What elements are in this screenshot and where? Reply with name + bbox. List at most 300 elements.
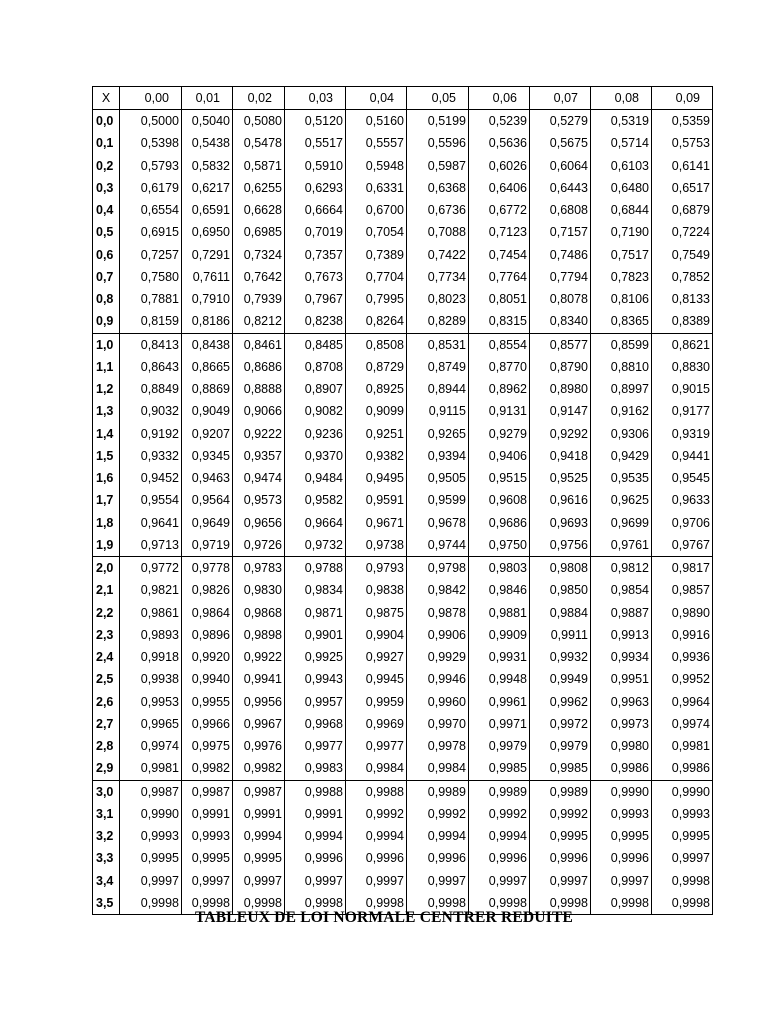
table-cell: 0,9971 — [469, 713, 530, 735]
table-cell: 0,9015 — [652, 378, 713, 400]
table-cell: 0,5438 — [182, 132, 233, 154]
table-cell: 0,8907 — [285, 378, 346, 400]
table-cell: 0,6103 — [591, 155, 652, 177]
row-label: 2,5 — [93, 668, 120, 690]
table-row — [93, 557, 713, 580]
table-cell: 0,9582 — [285, 489, 346, 511]
table-cell: 0,9265 — [407, 423, 469, 445]
table-row — [93, 310, 713, 333]
table-cell: 0,9998 — [652, 870, 713, 892]
table-cell: 0,6915 — [120, 221, 182, 243]
header-cell: 0,07 — [530, 87, 591, 110]
table-cell: 0,8365 — [591, 310, 652, 333]
row-label: 0,6 — [93, 244, 120, 266]
table-cell: 0,9049 — [182, 400, 233, 422]
table-cell: 0,9951 — [591, 668, 652, 690]
table-cell: 0,8106 — [591, 288, 652, 310]
table-cell: 0,7054 — [346, 221, 407, 243]
table-cell: 0,8485 — [285, 333, 346, 356]
table-cell: 0,9868 — [233, 602, 285, 624]
table-cell: 0,9554 — [120, 489, 182, 511]
table-cell: 0,9131 — [469, 400, 530, 422]
table-cell: 0,5714 — [591, 132, 652, 154]
row-label: 0,7 — [93, 266, 120, 288]
table-row — [93, 602, 713, 624]
table-cell: 0,9564 — [182, 489, 233, 511]
table-cell: 0,9966 — [182, 713, 233, 735]
table-cell: 0,9986 — [652, 757, 713, 780]
table-cell: 0,9846 — [469, 579, 530, 601]
table-cell: 0,8888 — [233, 378, 285, 400]
table-cell: 0,9938 — [120, 668, 182, 690]
table-cell: 0,9955 — [182, 691, 233, 713]
table-cell: 0,9997 — [530, 870, 591, 892]
table-cell: 0,5359 — [652, 110, 713, 133]
table-cell: 0,8159 — [120, 310, 182, 333]
table-cell: 0,9975 — [182, 735, 233, 757]
table-cell: 0,9967 — [233, 713, 285, 735]
table-cell: 0,9996 — [591, 847, 652, 869]
table-cell: 0,9993 — [120, 825, 182, 847]
table-cell: 0,9929 — [407, 646, 469, 668]
table-cell: 0,9357 — [233, 445, 285, 467]
table-cell: 0,9997 — [120, 870, 182, 892]
table-cell: 0,7794 — [530, 266, 591, 288]
table-cell: 0,9207 — [182, 423, 233, 445]
table-cell: 0,8315 — [469, 310, 530, 333]
table-cell: 0,9995 — [530, 825, 591, 847]
table-cell: 0,9893 — [120, 624, 182, 646]
table-cell: 0,8869 — [182, 378, 233, 400]
table-row — [93, 825, 713, 847]
header-cell: 0,04 — [346, 87, 407, 110]
table-cell: 0,9996 — [530, 847, 591, 869]
row-label: 0,9 — [93, 310, 120, 333]
table-cell: 0,8810 — [591, 356, 652, 378]
table-cell: 0,9788 — [285, 557, 346, 580]
table-cell: 0,9998 — [652, 892, 713, 915]
table-cell: 0,9981 — [120, 757, 182, 780]
row-label: 2,8 — [93, 735, 120, 757]
table-cell: 0,9686 — [469, 512, 530, 534]
table-cell: 0,7088 — [407, 221, 469, 243]
table-cell: 0,9772 — [120, 557, 182, 580]
row-label: 1,8 — [93, 512, 120, 534]
table-cell: 0,9332 — [120, 445, 182, 467]
row-label: 0,8 — [93, 288, 120, 310]
table-row — [93, 512, 713, 534]
table-cell: 0,9147 — [530, 400, 591, 422]
table-cell: 0,8023 — [407, 288, 469, 310]
table-cell: 0,8238 — [285, 310, 346, 333]
table-cell: 0,9992 — [407, 803, 469, 825]
table-cell: 0,5279 — [530, 110, 591, 133]
table-cell: 0,9319 — [652, 423, 713, 445]
table-cell: 0,9994 — [233, 825, 285, 847]
table-cell: 0,9989 — [469, 780, 530, 803]
table-cell: 0,9099 — [346, 400, 407, 422]
table-cell: 0,9948 — [469, 668, 530, 690]
table-cell: 0,9996 — [469, 847, 530, 869]
table-cell: 0,7642 — [233, 266, 285, 288]
table-cell: 0,8980 — [530, 378, 591, 400]
table-cell: 0,8997 — [591, 378, 652, 400]
row-label: 2,9 — [93, 757, 120, 780]
table-cell: 0,9918 — [120, 646, 182, 668]
table-cell: 0,9032 — [120, 400, 182, 422]
table-cell: 0,9998 — [182, 892, 233, 915]
table-cell: 0,8264 — [346, 310, 407, 333]
table-cell: 0,7324 — [233, 244, 285, 266]
table-cell: 0,5675 — [530, 132, 591, 154]
table-cell: 0,9995 — [182, 847, 233, 869]
table-cell: 0,9992 — [469, 803, 530, 825]
table-cell: 0,9997 — [407, 870, 469, 892]
table-cell: 0,8078 — [530, 288, 591, 310]
table-cell: 0,9671 — [346, 512, 407, 534]
table-cell: 0,7486 — [530, 244, 591, 266]
table-cell: 0,7257 — [120, 244, 182, 266]
table-row — [93, 199, 713, 221]
table-cell: 0,9998 — [233, 892, 285, 915]
table-cell: 0,6026 — [469, 155, 530, 177]
table-row — [93, 221, 713, 243]
table-cell: 0,8708 — [285, 356, 346, 378]
table-row — [93, 155, 713, 177]
row-label: 0,5 — [93, 221, 120, 243]
table-cell: 0,6879 — [652, 199, 713, 221]
table-cell: 0,9693 — [530, 512, 591, 534]
header-cell: 0,06 — [469, 87, 530, 110]
table-cell: 0,8389 — [652, 310, 713, 333]
table-cell: 0,9997 — [182, 870, 233, 892]
table-cell: 0,9965 — [120, 713, 182, 735]
table-cell: 0,8830 — [652, 356, 713, 378]
row-label: 1,5 — [93, 445, 120, 467]
table-cell: 0,9943 — [285, 668, 346, 690]
table-cell: 0,5199 — [407, 110, 469, 133]
table-cell: 0,9994 — [346, 825, 407, 847]
table-cell: 0,9830 — [233, 579, 285, 601]
table-row — [93, 356, 713, 378]
table-cell: 0,5517 — [285, 132, 346, 154]
table-cell: 0,9996 — [346, 847, 407, 869]
table-cell: 0,9608 — [469, 489, 530, 511]
table-cell: 0,9953 — [120, 691, 182, 713]
table-row — [93, 467, 713, 489]
table-cell: 0,8665 — [182, 356, 233, 378]
row-label: 1,9 — [93, 534, 120, 557]
table-cell: 0,9798 — [407, 557, 469, 580]
table-cell: 0,9884 — [530, 602, 591, 624]
table-cell: 0,9977 — [346, 735, 407, 757]
table-cell: 0,8944 — [407, 378, 469, 400]
row-label: 0,0 — [93, 110, 120, 133]
table-cell: 0,9940 — [182, 668, 233, 690]
table-cell: 0,9916 — [652, 624, 713, 646]
table-cell: 0,9878 — [407, 602, 469, 624]
table-cell: 0,9292 — [530, 423, 591, 445]
table-row — [93, 288, 713, 310]
table-cell: 0,9887 — [591, 602, 652, 624]
table-cell: 0,6443 — [530, 177, 591, 199]
table-cell: 0,9920 — [182, 646, 233, 668]
table-cell: 0,8849 — [120, 378, 182, 400]
table-cell: 0,9984 — [407, 757, 469, 780]
table-cell: 0,8749 — [407, 356, 469, 378]
table-cell: 0,9932 — [530, 646, 591, 668]
table-cell: 0,9997 — [233, 870, 285, 892]
table-row — [93, 803, 713, 825]
table-cell: 0,9535 — [591, 467, 652, 489]
row-label: 3,2 — [93, 825, 120, 847]
table-cell: 0,9382 — [346, 445, 407, 467]
row-label: 2,6 — [93, 691, 120, 713]
table-cell: 0,9992 — [346, 803, 407, 825]
table-cell: 0,9998 — [285, 892, 346, 915]
header-cell: 0,05 — [407, 87, 469, 110]
header-row — [93, 87, 713, 110]
table-cell: 0,9406 — [469, 445, 530, 467]
table-cell: 0,5557 — [346, 132, 407, 154]
table-cell: 0,9982 — [233, 757, 285, 780]
table-cell: 0,6517 — [652, 177, 713, 199]
header-cell: 0,00 — [120, 87, 182, 110]
table-row — [93, 489, 713, 511]
table-cell: 0,9591 — [346, 489, 407, 511]
table-cell: 0,9474 — [233, 467, 285, 489]
table-cell: 0,6844 — [591, 199, 652, 221]
table-cell: 0,9803 — [469, 557, 530, 580]
table-cell: 0,9998 — [469, 892, 530, 915]
table-cell: 0,9985 — [469, 757, 530, 780]
table-cell: 0,7995 — [346, 288, 407, 310]
table-row — [93, 646, 713, 668]
row-label: 2,0 — [93, 557, 120, 580]
table-cell: 0,9115 — [407, 400, 469, 422]
table-cell: 0,9969 — [346, 713, 407, 735]
table-cell: 0,7549 — [652, 244, 713, 266]
row-label: 2,3 — [93, 624, 120, 646]
table-cell: 0,5239 — [469, 110, 530, 133]
table-cell: 0,9778 — [182, 557, 233, 580]
table-cell: 0,9505 — [407, 467, 469, 489]
table-cell: 0,6591 — [182, 199, 233, 221]
row-label: 1,7 — [93, 489, 120, 511]
table-cell: 0,9996 — [285, 847, 346, 869]
table-cell: 0,5080 — [233, 110, 285, 133]
row-label: 1,6 — [93, 467, 120, 489]
table-cell: 0,9987 — [182, 780, 233, 803]
table-row — [93, 870, 713, 892]
header-cell: 0,01 — [182, 87, 233, 110]
table-cell: 0,9986 — [591, 757, 652, 780]
table-cell: 0,9974 — [652, 713, 713, 735]
row-label: 0,4 — [93, 199, 120, 221]
table-cell: 0,9977 — [285, 735, 346, 757]
table-cell: 0,9177 — [652, 400, 713, 422]
table-cell: 0,7517 — [591, 244, 652, 266]
table-cell: 0,6406 — [469, 177, 530, 199]
table-body — [93, 110, 713, 915]
table-cell: 0,9678 — [407, 512, 469, 534]
table-cell: 0,9726 — [233, 534, 285, 557]
table-cell: 0,6368 — [407, 177, 469, 199]
table-cell: 0,9996 — [407, 847, 469, 869]
table-cell: 0,7881 — [120, 288, 182, 310]
table-cell: 0,7967 — [285, 288, 346, 310]
table-cell: 0,9980 — [591, 735, 652, 757]
table-cell: 0,9838 — [346, 579, 407, 601]
table-row — [93, 668, 713, 690]
table-cell: 0,9998 — [407, 892, 469, 915]
table-row — [93, 132, 713, 154]
table-cell: 0,6700 — [346, 199, 407, 221]
table-cell: 0,9761 — [591, 534, 652, 557]
table-cell: 0,9983 — [285, 757, 346, 780]
table-cell: 0,9960 — [407, 691, 469, 713]
table-cell: 0,9993 — [652, 803, 713, 825]
table-cell: 0,9750 — [469, 534, 530, 557]
table-cell: 0,9989 — [530, 780, 591, 803]
table-cell: 0,8770 — [469, 356, 530, 378]
table-cell: 0,9990 — [591, 780, 652, 803]
header-cell: 0,09 — [652, 87, 713, 110]
table-cell: 0,9896 — [182, 624, 233, 646]
table-cell: 0,9968 — [285, 713, 346, 735]
table-cell: 0,9922 — [233, 646, 285, 668]
table-cell: 0,9976 — [233, 735, 285, 757]
table-row — [93, 423, 713, 445]
table-cell: 0,9394 — [407, 445, 469, 467]
table-cell: 0,8461 — [233, 333, 285, 356]
table-cell: 0,9890 — [652, 602, 713, 624]
table-cell: 0,6628 — [233, 199, 285, 221]
table-cell: 0,6255 — [233, 177, 285, 199]
row-label: 1,1 — [93, 356, 120, 378]
table-row — [93, 780, 713, 803]
table-row — [93, 713, 713, 735]
table-cell: 0,7291 — [182, 244, 233, 266]
table-cell: 0,9994 — [469, 825, 530, 847]
row-label: 0,1 — [93, 132, 120, 154]
table-cell: 0,8051 — [469, 288, 530, 310]
row-label: 0,3 — [93, 177, 120, 199]
table-cell: 0,9525 — [530, 467, 591, 489]
table-cell: 0,7389 — [346, 244, 407, 266]
table-cell: 0,9927 — [346, 646, 407, 668]
table-cell: 0,9984 — [346, 757, 407, 780]
table-cell: 0,9973 — [591, 713, 652, 735]
table-cell: 0,5160 — [346, 110, 407, 133]
table-cell: 0,9484 — [285, 467, 346, 489]
header-cell: 0,02 — [233, 87, 285, 110]
table-cell: 0,9964 — [652, 691, 713, 713]
table-cell: 0,9995 — [120, 847, 182, 869]
table-cell: 0,9812 — [591, 557, 652, 580]
table-cell: 0,9952 — [652, 668, 713, 690]
row-label: 1,2 — [93, 378, 120, 400]
table-row — [93, 445, 713, 467]
table-cell: 0,5910 — [285, 155, 346, 177]
table-cell: 0,9881 — [469, 602, 530, 624]
table-cell: 0,7190 — [591, 221, 652, 243]
table-row — [93, 266, 713, 288]
table-cell: 0,9970 — [407, 713, 469, 735]
table-cell: 0,9945 — [346, 668, 407, 690]
table-cell: 0,9370 — [285, 445, 346, 467]
table-cell: 0,8212 — [233, 310, 285, 333]
table-cell: 0,5596 — [407, 132, 469, 154]
table-cell: 0,9946 — [407, 668, 469, 690]
table-cell: 0,7123 — [469, 221, 530, 243]
table-cell: 0,9995 — [233, 847, 285, 869]
table-cell: 0,9987 — [120, 780, 182, 803]
table-cell: 0,5832 — [182, 155, 233, 177]
table-cell: 0,9345 — [182, 445, 233, 467]
table-cell: 0,9989 — [407, 780, 469, 803]
table-cell: 0,6064 — [530, 155, 591, 177]
table-cell: 0,9857 — [652, 579, 713, 601]
table-cell: 0,9906 — [407, 624, 469, 646]
table-cell: 0,9875 — [346, 602, 407, 624]
table-cell: 0,9993 — [591, 803, 652, 825]
table-cell: 0,9997 — [346, 870, 407, 892]
table-cell: 0,6985 — [233, 221, 285, 243]
table-cell: 0,9974 — [120, 735, 182, 757]
table-cell: 0,8643 — [120, 356, 182, 378]
table-cell: 0,5871 — [233, 155, 285, 177]
table-cell: 0,6664 — [285, 199, 346, 221]
table-cell: 0,9949 — [530, 668, 591, 690]
table-cell: 0,6293 — [285, 177, 346, 199]
table-cell: 0,9744 — [407, 534, 469, 557]
table-cell: 0,9931 — [469, 646, 530, 668]
table-cell: 0,9599 — [407, 489, 469, 511]
table-cell: 0,9997 — [469, 870, 530, 892]
table-cell: 0,9850 — [530, 579, 591, 601]
row-label: 1,4 — [93, 423, 120, 445]
row-label: 3,4 — [93, 870, 120, 892]
table-cell: 0,9987 — [233, 780, 285, 803]
table-cell: 0,9664 — [285, 512, 346, 534]
table-cell: 0,9279 — [469, 423, 530, 445]
row-label: 1,0 — [93, 333, 120, 356]
header-cell: 0,08 — [591, 87, 652, 110]
table-cell: 0,6217 — [182, 177, 233, 199]
table-cell: 0,9826 — [182, 579, 233, 601]
table-cell: 0,9821 — [120, 579, 182, 601]
table-cell: 0,9941 — [233, 668, 285, 690]
table-row — [93, 333, 713, 356]
table-cell: 0,9988 — [285, 780, 346, 803]
table-cell: 0,9998 — [591, 892, 652, 915]
table-cell: 0,9994 — [407, 825, 469, 847]
table-cell: 0,6554 — [120, 199, 182, 221]
table-cell: 0,5793 — [120, 155, 182, 177]
table-cell: 0,9842 — [407, 579, 469, 601]
table-cell: 0,9441 — [652, 445, 713, 467]
table-row — [93, 847, 713, 869]
row-label: 1,3 — [93, 400, 120, 422]
table-cell: 0,9913 — [591, 624, 652, 646]
table-cell: 0,5398 — [120, 132, 182, 154]
table-cell: 0,6141 — [652, 155, 713, 177]
table-cell: 0,8133 — [652, 288, 713, 310]
table-cell: 0,7611 — [182, 266, 233, 288]
table-cell: 0,9066 — [233, 400, 285, 422]
table-cell: 0,9783 — [233, 557, 285, 580]
